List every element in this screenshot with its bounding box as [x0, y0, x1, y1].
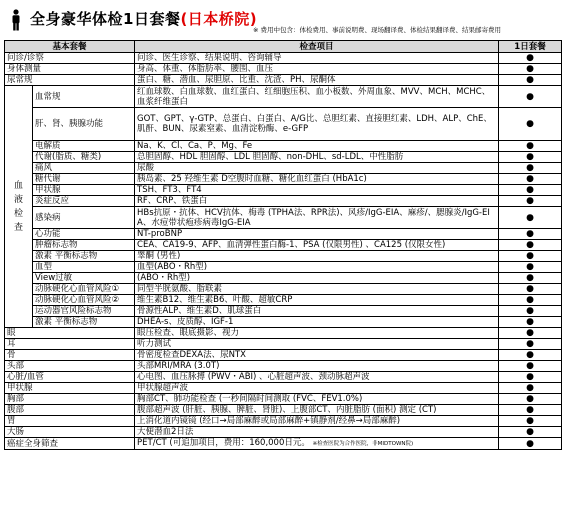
fee-note: ※ 费用中包含：体检费用、事前说明费、现场翻译费、体检结果翻译费、结果邮寄费用	[253, 26, 502, 34]
blood-test-label-text: 血液检查	[14, 180, 24, 233]
table-row	[5, 361, 562, 372]
row-items: 睾酮 (男性)	[135, 251, 499, 262]
header-items: 检查项目	[135, 41, 499, 53]
row-subcategory: 动脉硬化心血管风险②	[33, 295, 135, 306]
included-mark: ●	[499, 284, 562, 295]
row-subcategory: 炎症反应	[33, 196, 135, 207]
included-mark: ●	[499, 438, 562, 450]
included-mark: ●	[499, 405, 562, 416]
row-items: 头部MRI/MRA (3.0T)	[135, 361, 499, 372]
table-row	[5, 86, 562, 108]
included-mark: ●	[499, 251, 562, 262]
row-category: 骨	[5, 350, 135, 361]
table-row	[5, 240, 562, 251]
row-category: 问诊/诊察	[5, 53, 135, 64]
row-subcategory: View过敏	[33, 273, 135, 284]
row-items: (ABO・Rh型)	[135, 273, 499, 284]
table-row	[5, 64, 562, 75]
included-mark: ●	[499, 383, 562, 394]
table-row	[5, 273, 562, 284]
included-mark: ●	[499, 295, 562, 306]
row-subcategory: 心功能	[33, 229, 135, 240]
row-category: 身体测量	[5, 64, 135, 75]
table-row	[5, 141, 562, 152]
row-items: 骨源性ALP、维生素D、肌球蛋白	[135, 306, 499, 317]
table-row	[5, 328, 562, 339]
row-subcategory: 动脉硬化心血管风险①	[33, 284, 135, 295]
row-items: 甲状腺超声波	[135, 383, 499, 394]
included-mark: ●	[499, 240, 562, 251]
row-category: 头部	[5, 361, 135, 372]
row-subcategory: 血常规	[33, 86, 135, 108]
row-items: 血型(ABO・Rh型)	[135, 262, 499, 273]
row-items: CEA、CA19-9、AFP、血清弹性蛋白酶-1、PSA (仅限男性) 、CA125 (仅限女性)	[135, 240, 499, 251]
table-row	[5, 207, 562, 229]
table-row	[5, 383, 562, 394]
person-icon	[10, 9, 22, 31]
row-items	[135, 438, 499, 450]
row-items: Na、K、Cl、Ca、P、Mg、Fe	[135, 141, 499, 152]
page-title	[30, 10, 257, 28]
row-category: 大肠	[5, 427, 135, 438]
table-row	[5, 438, 562, 450]
row-category: 耳	[5, 339, 135, 350]
pet-ct-text: PET/CT (可追加项目，费用：160,000日元。	[137, 438, 310, 448]
included-mark: ●	[499, 394, 562, 405]
included-mark: ●	[499, 86, 562, 108]
included-mark: ●	[499, 163, 562, 174]
row-category: 腹部	[5, 405, 135, 416]
included-mark: ●	[499, 416, 562, 427]
included-mark: ●	[499, 306, 562, 317]
row-items: 大便潜血2日法	[135, 427, 499, 438]
table-row	[5, 416, 562, 427]
row-category: 眼	[5, 328, 135, 339]
row-category: 癌症全身筛查	[5, 438, 135, 450]
table-row	[5, 152, 562, 163]
included-mark: ●	[499, 229, 562, 240]
included-mark: ●	[499, 262, 562, 273]
included-mark: ●	[499, 328, 562, 339]
row-subcategory: 代谢(脂质、糖类)	[33, 152, 135, 163]
row-subcategory: 甲状腺	[33, 185, 135, 196]
row-subcategory: 激素 平衡标志物	[33, 251, 135, 262]
row-items: 胸部CT、肺功能检查 (一秒间隔时间测取 (FVC、FEV1.0%)	[135, 394, 499, 405]
header	[0, 0, 564, 40]
table-row	[5, 163, 562, 174]
included-mark: ●	[499, 427, 562, 438]
row-items: 总胆固醇、HDL 胆固醇、LDL 胆固醇、non-DHL、sd-LDL、中性脂肪	[135, 152, 499, 163]
row-items: TSH、FT3、FT4	[135, 185, 499, 196]
row-subcategory: 电解质	[33, 141, 135, 152]
included-mark: ●	[499, 207, 562, 229]
row-items: 问诊、医生诊察、结果说明、咨询辅导	[135, 53, 499, 64]
included-mark: ●	[499, 75, 562, 86]
row-items: DHEA-s、皮质醇、IGF-1	[135, 317, 499, 328]
header-basic: 基本套餐	[5, 41, 135, 53]
included-mark: ●	[499, 273, 562, 284]
table-row	[5, 75, 562, 86]
row-subcategory: 肿瘤标志物	[33, 240, 135, 251]
row-subcategory: 血型	[33, 262, 135, 273]
included-mark: ●	[499, 339, 562, 350]
row-items: 同型半胱氨酸、脂联素	[135, 284, 499, 295]
included-mark: ●	[499, 141, 562, 152]
row-items: 眼压检查、眼底摄影、视力	[135, 328, 499, 339]
table-row	[5, 317, 562, 328]
table-row	[5, 372, 562, 383]
table-row	[5, 306, 562, 317]
table-row	[5, 251, 562, 262]
row-items: 听力测试	[135, 339, 499, 350]
row-items: GOT、GPT、γ-GTP、总蛋白、白蛋白、A/G比、总胆红素、直接胆红素、LDH、ALP、ChE、肌酐、BUN、尿素窒素、血清淀粉酶、e‐GFP	[135, 108, 499, 141]
row-items: RF、CRP、铁蛋白	[135, 196, 499, 207]
row-items: 腹部超声波 (肝脏、胰腺、脾脏、肾脏)、上腹部CT、内脏脂肪 (面积) 测定 (CT)	[135, 405, 499, 416]
included-mark: ●	[499, 53, 562, 64]
row-items: 上消化道内镜镜 (经口→局部麻醉或局部麻醉+镇静剂/经鼻→局部麻醉)	[135, 416, 499, 427]
table-row	[5, 339, 562, 350]
row-items: 心电图、血压脉搏 (PWV・ABI) 、心脏超声波、颈动脉超声波	[135, 372, 499, 383]
included-mark: ●	[499, 361, 562, 372]
partner-hospital-note: ※检查医院为合作医院，非MIDTOWN院)	[312, 441, 414, 447]
table-row	[5, 174, 562, 185]
row-subcategory: 肝、肾、胰腺功能	[33, 108, 135, 141]
row-items: 红血球数、白血球数、血红蛋白、红细胞压积、血小板数、外周血象、MVV、MCH、MCHC、血浆纤维蛋白	[135, 86, 499, 108]
included-mark: ●	[499, 108, 562, 141]
blood-test-label	[5, 86, 33, 328]
row-category: 甲状腺	[5, 383, 135, 394]
row-subcategory: 痛风	[33, 163, 135, 174]
table-row	[5, 284, 562, 295]
included-mark: ●	[499, 64, 562, 75]
row-items: NT-proBNP	[135, 229, 499, 240]
table-row	[5, 262, 562, 273]
table-body	[5, 53, 562, 450]
table-row	[5, 229, 562, 240]
row-category: 胃	[5, 416, 135, 427]
table-row	[5, 185, 562, 196]
row-items: 蛋白、糖、潜血、尿胆原、比重、沈渣、PH、尿酮体	[135, 75, 499, 86]
included-mark: ●	[499, 372, 562, 383]
row-items: 维生素B12、维生素B6、叶酸、超敏CRP	[135, 295, 499, 306]
row-subcategory: 糖代谢	[33, 174, 135, 185]
included-mark: ●	[499, 350, 562, 361]
table-row	[5, 53, 562, 64]
included-mark: ●	[499, 196, 562, 207]
row-items: 尿酸	[135, 163, 499, 174]
row-subcategory: 感染病	[33, 207, 135, 229]
row-subcategory: 运动器官风险标志物	[33, 306, 135, 317]
table-row	[5, 427, 562, 438]
table-row	[5, 196, 562, 207]
row-subcategory: 激素 平衡标志物	[33, 317, 135, 328]
row-category: 尿常规	[5, 75, 135, 86]
table-row	[5, 394, 562, 405]
included-mark: ●	[499, 317, 562, 328]
row-items: 身高、体重、体脂肪率、腰围、血压	[135, 64, 499, 75]
table-row	[5, 295, 562, 306]
included-mark: ●	[499, 174, 562, 185]
title-main: 全身豪华体检1日套餐	[30, 10, 181, 28]
row-items: 骨密度检查DEXA法、尿NTX	[135, 350, 499, 361]
package-table	[4, 40, 562, 450]
title-branch: (日本桥院)	[180, 10, 258, 28]
included-mark: ●	[499, 185, 562, 196]
table-row	[5, 350, 562, 361]
row-items: 胰岛素、25 羟维生素 D空腹时血糖、糖化血红蛋白 (HbA1c)	[135, 174, 499, 185]
included-mark: ●	[499, 152, 562, 163]
header-1day: 1日套餐	[499, 41, 562, 53]
table-row	[5, 405, 562, 416]
table-row	[5, 108, 562, 141]
row-category: 胸部	[5, 394, 135, 405]
row-items: HBs抗原・抗体、HCV抗体、梅毒 (TPHA法、RPR法)、风疹/IgG-EIA、麻疹/、腮腺炎/IgG-EIA、水痘带状疱疹病毒IgG-EIA	[135, 207, 499, 229]
row-category: 心脏/血管	[5, 372, 135, 383]
